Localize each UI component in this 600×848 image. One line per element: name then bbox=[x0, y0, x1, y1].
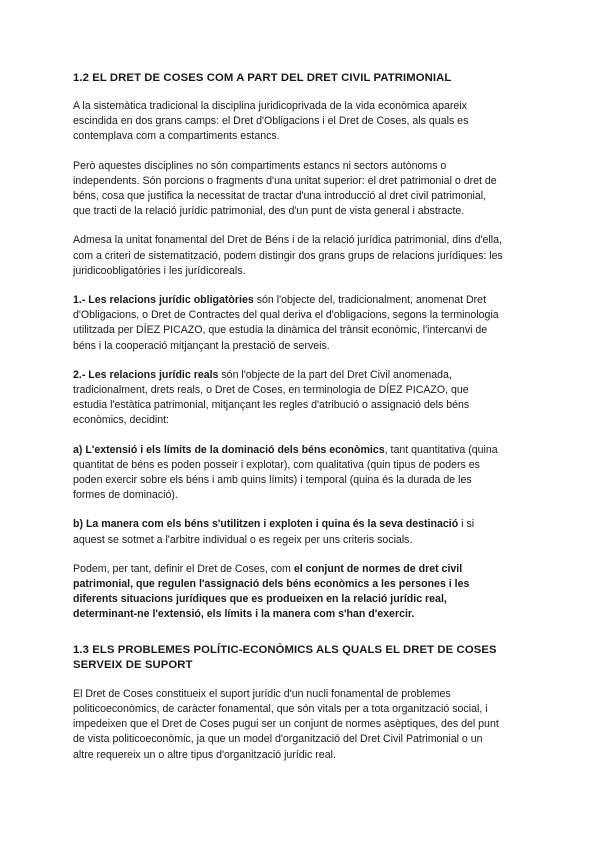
real-relations-text: són l'objecte de la part del Dret Civil anomenada, tradicionalment, drets reals, o Dret de Coses, en terminologia de DÍEZ PICAZO, que estudia l'estàtica patrimonial, mitjançant les regles d'atribució o assignació dels béns econòmics, decidint: bbox=[73, 368, 470, 427]
paragraph-extension-limits bbox=[73, 443, 505, 504]
use-destination-text: i si aquest se sotmet a l'arbitre individual o es regeix per uns criteris socials. bbox=[73, 518, 475, 546]
paragraph-not-watertight: Però aquestes disciplines no són compartiments estancs ni sectors autònoms o independents. Són porcions o fragments d'una unitat superior: el dret patrimonial o dret de béns, cosa que justifica la necessitat de tractar d'una introducció al dret civil patrimonial, que tracti de la relació jurídic patrimonial, des d'un punt de vista general i abstracte. bbox=[73, 159, 497, 218]
paragraph-fundamental-unity: Admesa la unitat fonamental del Dret de Béns i de la relació jurídica patrimonial, dins d'ella, com a criteri de sistematització, podem distingir dos grans grups de relacions jurídiques: les juridicoobligatòries i les jurídicoreals. bbox=[73, 234, 503, 277]
definition-text: el conjunt de normes de dret civil patrimonial, que regulen l'assignació dels béns econòmics a les persones i les diferents situacions jurídiques que es produeixen en la relació jurídic real, determinant-ne l'extensió, els límits i la manera com s'han d'exercir. bbox=[73, 562, 470, 621]
obligatory-relations-term: 1.- Les relacions jurídic obligatòries bbox=[73, 294, 254, 307]
definition-intro: Podem, per tant, definir el Dret de Coses, com bbox=[73, 562, 294, 575]
section-heading-1-2: 1.2 EL DRET DE COSES COM A PART DEL DRET CIVIL PATRIMONIAL bbox=[73, 72, 452, 84]
extension-limits-term: a) L'extensió i els límits de la dominació dels béns econòmics bbox=[73, 443, 385, 456]
use-destination-term: b) La manera com els béns s'utilitzen i exploten i quina és la seva destinació bbox=[73, 518, 459, 531]
extension-limits-text: , tant quantitativa (quina quantitat de béns es poden posseir i explotar), com qualitativa (quin tipus de poders es poden exercir sobre els béns i amb quins límits) i temporal (quina és la durada de les formes de dominació). bbox=[73, 443, 498, 502]
paragraph-politico-economic: El Dret de Coses constitueix el suport jurídic d'un nucli fonamental de problemes politicoeconòmics, de caràcter fonamental, que són vitals per a tota organització social, i impedeixen que el Dret de Coses pugui ser un conjunt de normes asèptiques, des del punt de vista politicoeconòmic, ja que un model d'organització del Dret Civil Patrimonial o un altre requereix un o altre tipus d'organització jurídic real. bbox=[73, 687, 499, 761]
paragraph-use-destination bbox=[73, 517, 505, 547]
obligatory-relations-text: són l'objecte del, tradicionalment, anomenat Dret d'Obligacions, o Dret de Contractes del qual deriva el d'obligacions, segons la terminologia utilitzada per DÍEZ PICAZO, que estudia la dinàmica del trànsit econòmic, l'intercanvi de béns i la cooperació mitjançant la prestació de serveis. bbox=[73, 294, 499, 352]
section-heading-1-3: 1.3 ELS PROBLEMES POLÍTIC-ECONÒMICS ALS QUALS EL DRET DE COSES SERVEIX DE SUPORT bbox=[73, 643, 497, 671]
paragraph-definition bbox=[73, 562, 505, 623]
real-relations-term: 2.- Les relacions jurídic reals bbox=[73, 368, 219, 381]
paragraph-obligatory-relations bbox=[73, 293, 505, 354]
document-page bbox=[73, 71, 505, 763]
paragraph-real-relations bbox=[73, 368, 505, 429]
paragraph-systematics: A la sistemàtica tradicional la disciplina juridicoprivada de la vida econòmica apareix escindida en dos grans camps: el Dret d'Obligacions i el Dret de Coses, als quals es contemplava com a compartiments estancs. bbox=[73, 100, 469, 143]
